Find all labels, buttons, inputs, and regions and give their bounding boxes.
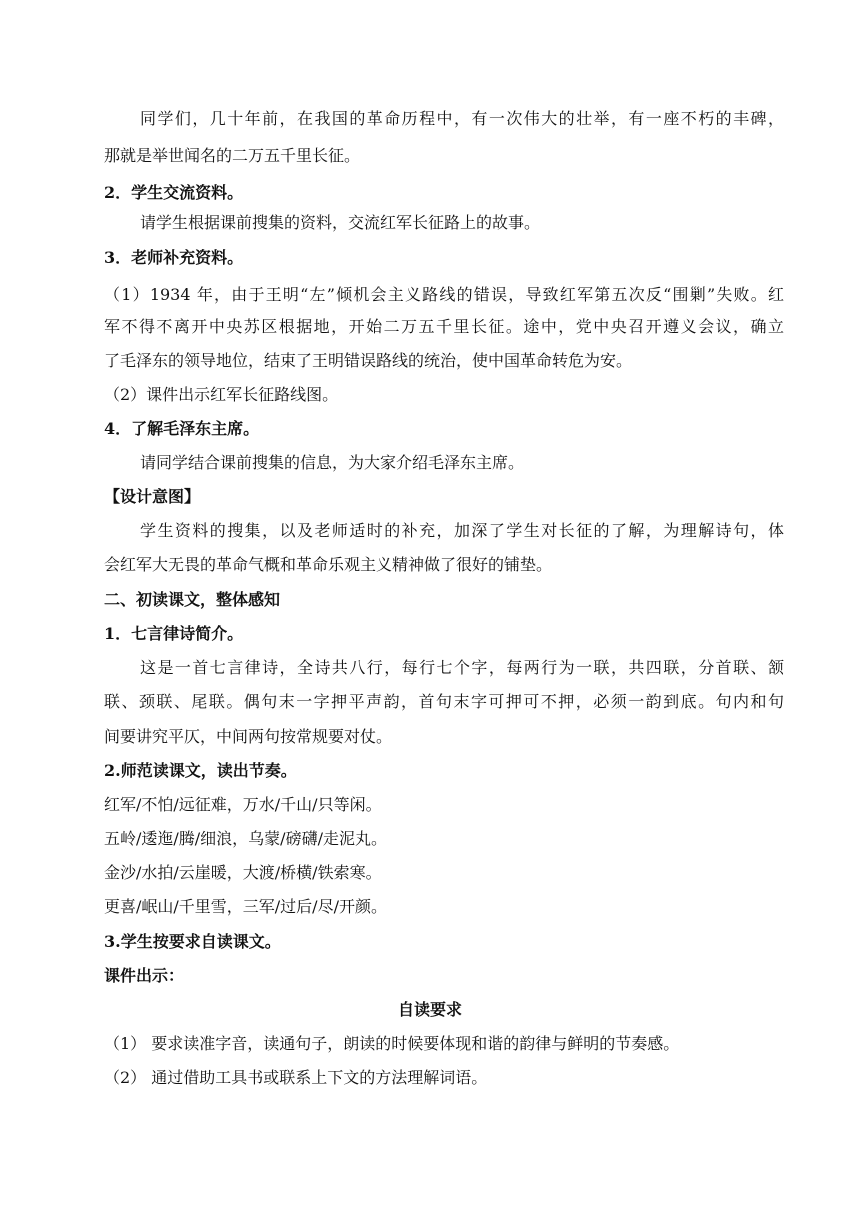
qiyan-line: 联、颈联、尾联。偶句末一字押平声韵，首句末字可押可不押，必须一韵到底。句内和句: [104, 692, 784, 711]
courseware-label: 课件出示：: [104, 966, 185, 985]
step4-text: 请同学结合课前搜集的信息，为大家介绍毛泽东主席。: [140, 453, 525, 472]
reading-requirements-title: 自读要求: [397, 1000, 462, 1019]
design-intent-line: 学生资料的搜集，以及老师适时的补充，加深了学生对长征的了解，为理解诗句，体: [140, 521, 784, 540]
step3-item1-line: 军不得不离开中央苏区根据地，开始二万五千里长征。途中，党中央召开遵义会议，确立: [104, 317, 784, 336]
design-intent-heading: 【设计意图】: [104, 487, 201, 506]
intro-paragraph-line: 同学们，几十年前，在我国的革命历程中，有一次伟大的壮举，有一座不朽的丰碑，: [140, 109, 784, 128]
step4-heading: 4．了解毛泽东主席。: [104, 419, 260, 438]
poem-line: 更喜/岷山/千里雪，三军/过后/尽/开颜。: [104, 897, 387, 916]
qiyan-line: 间要讲究平仄，中间两句按常规要对仗。: [104, 727, 393, 746]
step2-heading: 2．学生交流资料。: [104, 183, 244, 202]
intro-paragraph-line: 那就是举世闻名的二万五千里长征。: [104, 146, 361, 165]
poem-line: 金沙/水拍/云崖暖，大渡/桥横/铁索寒。: [104, 863, 382, 882]
fandu-heading: 2.师范读课文，读出节奏。: [104, 761, 297, 780]
reading-requirement-item: （1） 要求读准字音，读通句子，朗读的时候要体现和谐的韵律与鲜明的节奏感。: [104, 1034, 680, 1053]
step3-item1-line: （1）1934 年，由于王明“左”倾机会主义路线的错误，导致红军第五次反“围剿”失败。红: [104, 285, 784, 304]
poem-line: 五岭/逶迤/腾/细浪，乌蒙/磅礴/走泥丸。: [104, 829, 387, 848]
qiyan-line: 这是一首七言律诗，全诗共八行，每行七个字，每两行为一联，共四联，分首联、颔: [140, 658, 784, 677]
step3-item1-line: 了毛泽东的领导地位，结束了王明错误路线的统治，使中国革命转危为安。: [104, 351, 633, 370]
step3-heading: 3．老师补充资料。: [104, 248, 244, 267]
zidu-heading: 3.学生按要求自读课文。: [104, 932, 281, 951]
qiyan-heading: 1．七言律诗简介。: [104, 624, 244, 643]
reading-requirement-item: （2） 通过借助工具书或联系上下文的方法理解词语。: [104, 1068, 488, 1087]
design-intent-line: 会红军大无畏的革命气概和革命乐观主义精神做了很好的铺垫。: [104, 555, 553, 574]
step2-text: 请学生根据课前搜集的资料，交流红军长征路上的故事。: [140, 213, 541, 232]
poem-line: 红军/不怕/远征难，万水/千山/只等闲。: [104, 795, 382, 814]
section-heading: 二、初读课文，整体感知: [104, 590, 281, 609]
step3-item2: （2）课件出示红军长征路线图。: [104, 385, 339, 404]
